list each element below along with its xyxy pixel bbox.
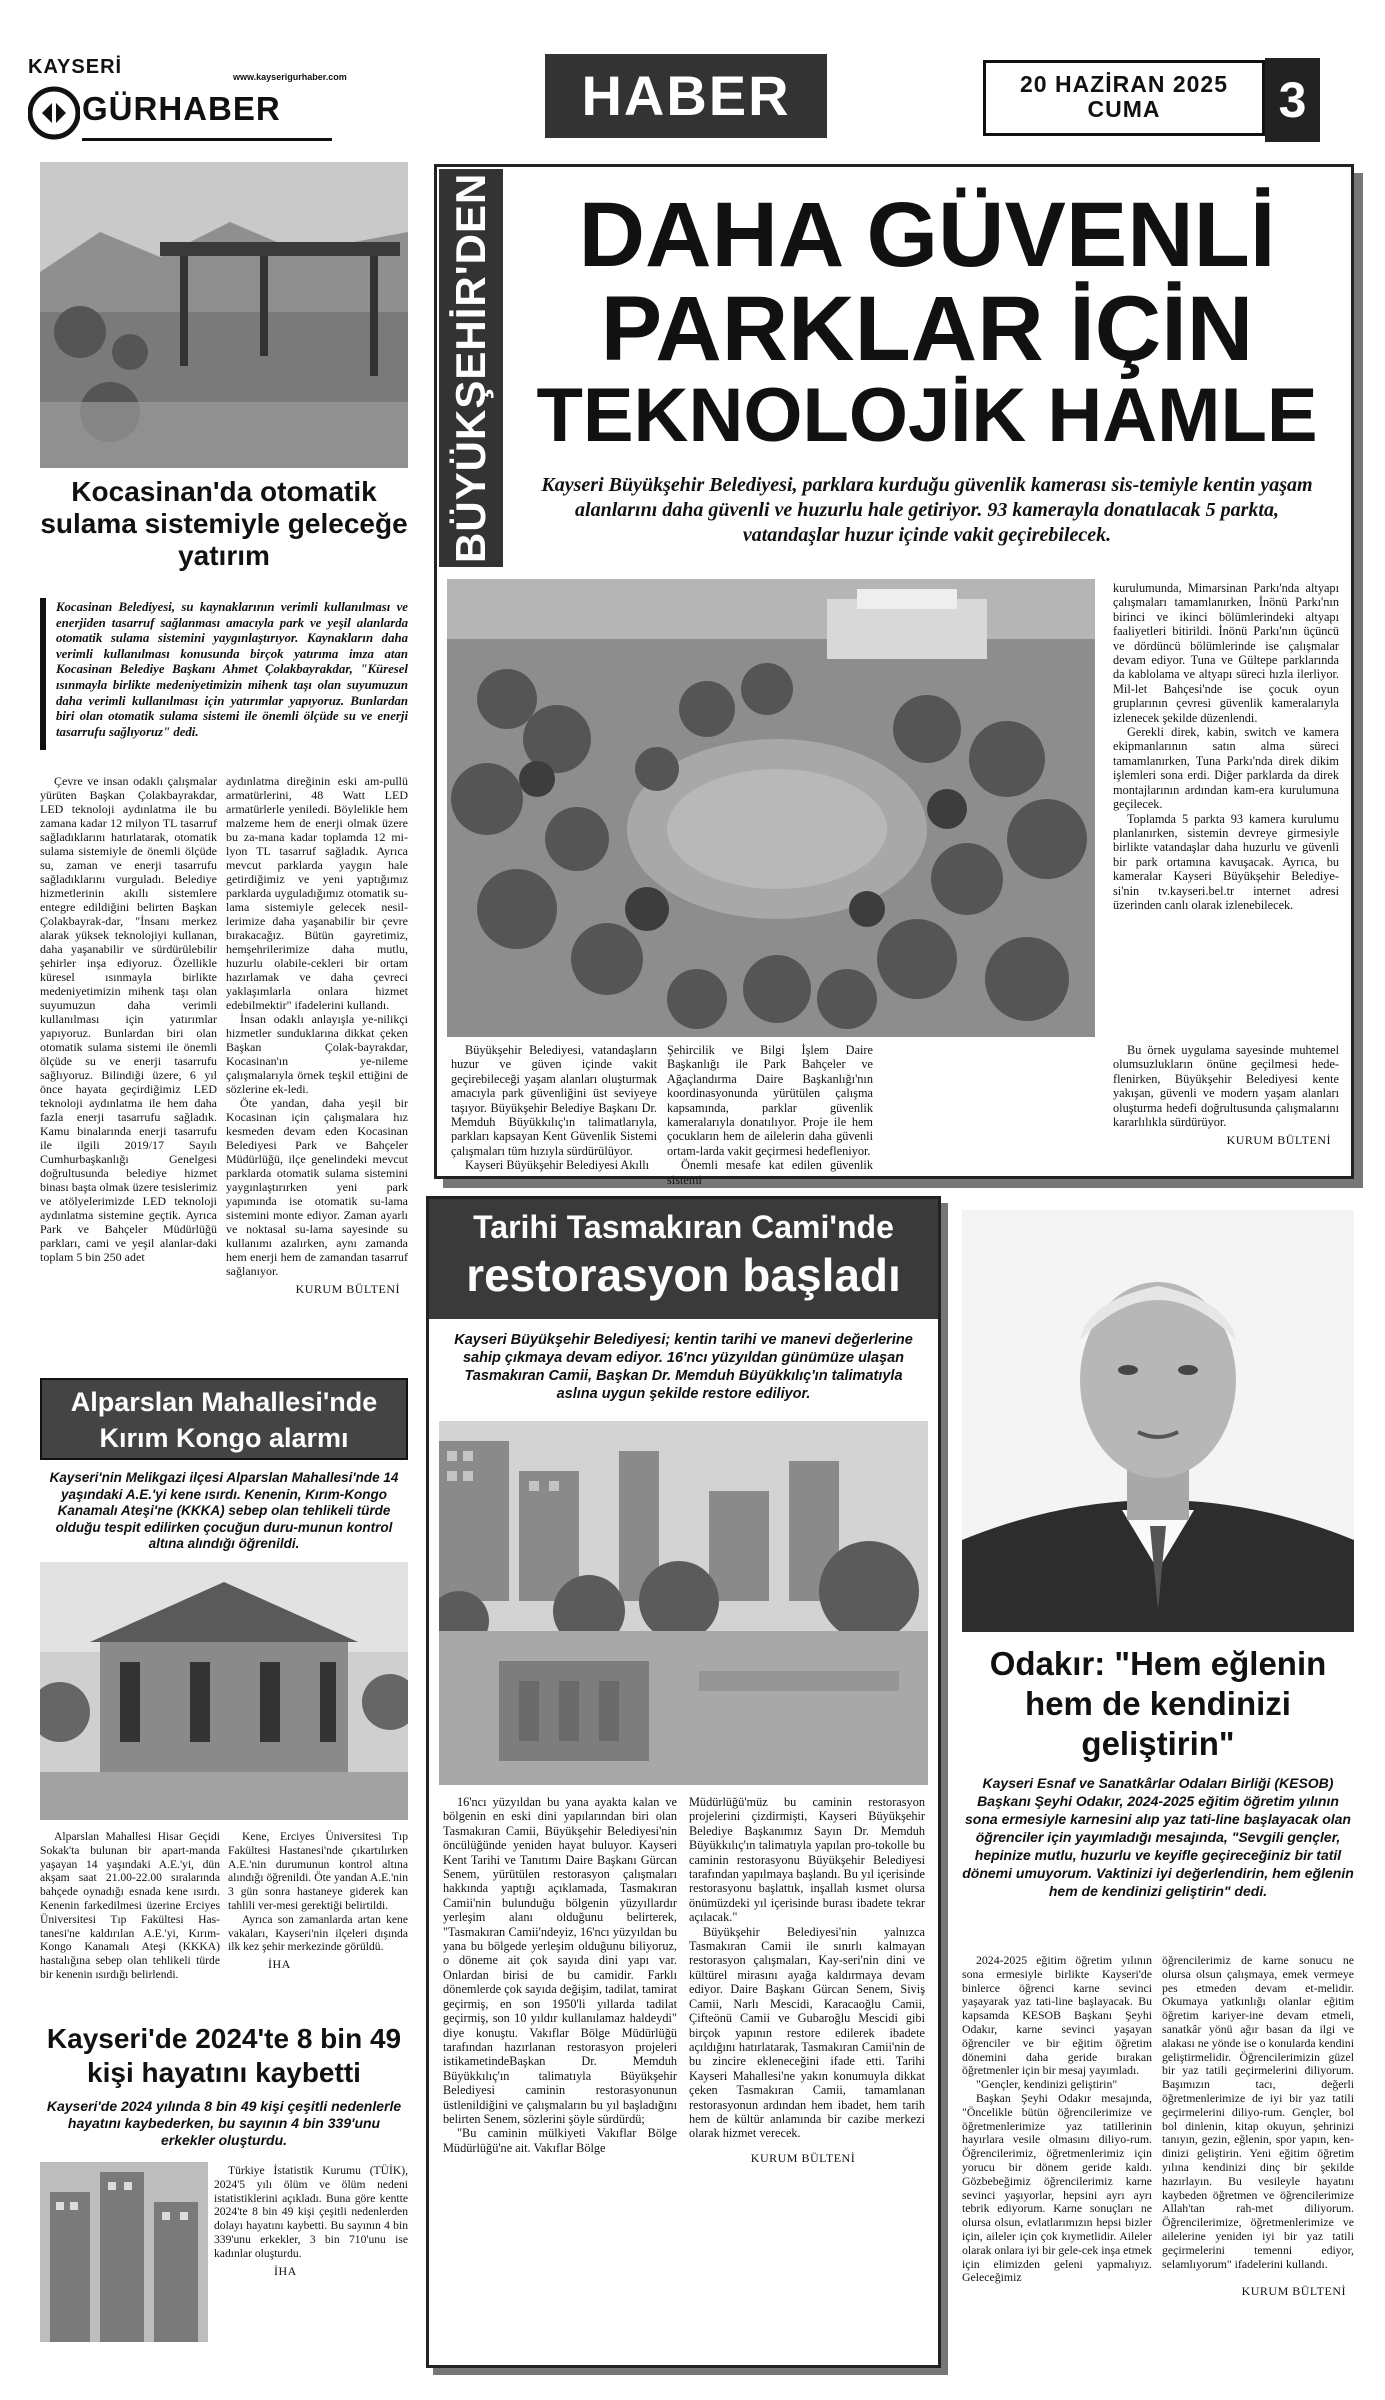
- sulama-col2-p1: aydınlatma direğinin eski am-pullü armatürlerini, 48 Watt LED armatürlerle yeniledi. Böylelikle hem malzeme hem de enerji olmak üzere bu za-mana kadar toplamda 12 mi-lyon TL tasarruf sağladık. Ayrıca mevcut parklarda yaygın hale getirdiğimiz ve yeni yaptığımız parklarda uyguladığımız otomatik su-lama sistemiyle gelecek nesil-lerimize daha yaşanabilir bir çevre bırakacağız. Bütün gayretimiz, hemşehrilerimize daha mutlu, huzurlu olabile-cekleri bir ortam hazırlamak ve daha çevreci yaklaşımlarla onlara hizmet edebilmektir" ifadelerini kullandı.: [226, 774, 408, 1012]
- sulama-lead: Kocasinan Belediyesi, su kaynaklarının verimli kullanılması ve enerjiden tasarruf sağlanması amacıyla park ve yeşil alanlarda otomatik sulama sistemini yaygınlaştırıyor. Kaynakların daha verimli kullanılması konusunda birçok yatırıma imza atan Kocasinan Belediye Başkanı Ahmet Çolakbayrakdar, "Küresel ısınmayla birlikte medeniyetimizin mihenk taşı olan suyumuzun daha verimli kullanılması için yatırımlar yapıyoruz. Bunlardan biri olan otomatik sulama sistemi ile önemli ölçüde su ve enerji tasarrufu sağlıyoruz" dedi.: [56, 600, 408, 739]
- masthead-logo[interactable]: [28, 56, 347, 152]
- hayatini-photo: [40, 2162, 208, 2342]
- logo-url: www.kayserigurhaber.com: [233, 72, 347, 82]
- tasmakiran-headline-2: restorasyon başladı: [466, 1249, 901, 1301]
- tasmakiran-photo: [439, 1421, 928, 1785]
- hayatini-body: Türkiye İstatistik Kurumu (TÜİK), 2024'5 yılı ölüm ve ölüm nedeni istatistiklerini açıkladı. Buna göre kentte 2024'te 8 bin 49 kişi çeşitli nedenlerden dolayı hayatını kaybetti. Bu sayının 4 bin 339'unu erkekler, 3 bin 710'unu ise kadınlar oluşturdu.: [214, 2164, 408, 2260]
- alparslan-photo: [40, 1562, 408, 1820]
- date-text: 20 HAZİRAN 2025: [1019, 71, 1229, 97]
- logo-main-text: GÜRHABER: [82, 90, 281, 127]
- tasmakiran-story: [426, 1196, 941, 2368]
- headline-line-2: PARKLAR İÇİN: [600, 278, 1254, 380]
- odakir-col1-p2: "Gençler, kendinizi geliştirin": [976, 2077, 1118, 2092]
- main-col-3b: [883, 1043, 1339, 1148]
- tasmakiran-col1-p1: 16'ncı yüzyıldan bu yana ayakta kalan ve bölgenin en eski dini yapılarından biri olan Tasmakıran Camii, Büyükşehir Belediyesi'nin öncülüğünde yeniden hayat buluyor. Kayseri Kent Tarihi ve Tanıtımı Daire Başkanı Gürcan Senem, yürütülen restorasyon çalışmaları hakkında yaptığı açıklamada, Tasmakıran Camii'nin bulunduğu bölgenin yüzyıllardır yerleşim alanı olduğunu belirterek, "Tasmakıran Camii'ndeyiz, 16'ncı yüzyıldan bu yana bu bölgede yerleşim olduğunu biliyoruz, o döneme ait çok sayıda dini yapı var. Onlardan birisi de bu camidir. Farklı dönemlerde çok sayıda değişim, tadilat, tamirat geçirmiş, en son 1950'li yıllarda tadilat geçirmiş, son 10 yıldır kullanılamaz haldeydi" diye konuştu. Vakıflar Bölge Müdürlüğü tarafından hazırlanan restorasyon projeleri istikametindeBaşkan Dr. Memduh Büyükkılıç'ın talimatıyla Büyükşehir Belediyesi caminin restorasyonunun üstlenildiğini ve çalışmaların bu yıl başladığını belirten Senem, sözlerini şöyle sürdürdü;: [443, 1795, 677, 2126]
- odakir-col1-p1: 2024-2025 eğitim öğretim yılının sona ermesiyle birlikte Kayseri'de binlerce öğrenci karne sevinci yaşayarak yaz tati-line başlayacak. Bu kapsamda KESOB Başkanı Şeyhi Odakır, karne sevinci yaşayan öğrenciler ve bir eğitim öğretim dönemini daha geride bırakan öğretmenler için bir mesaj yayımladı.: [962, 1953, 1152, 2078]
- sulama-col1-p1: Çevre ve insan odaklı çalışmalar yürüten Başkan Çolakbayrakdar, LED teknoloji aydınlatma ile bu zamana kadar 12 milyon TL tasarruf sağladıklarını hatırlatarak, otomatik sulama sistemiyle de önemli ölçüde su, zaman ve enerji tasarrufu sağladıklarını vurguladı. Belediye hizmetlerinin akıllı sistemlere entegre edildiğini belirten Başkan Çolakbayrak-dar, "İnsanı merkez alarak yüksek teknolojiyi kullanan, daha yaşanabilir ve sürdürülebilir şehirler inşa ediyoruz. Özellikle küresel ısınmayla birlikte medeniyetimizin mihenk taşı olan suyumuzun daha verimli kullanılması için yatırımlar yapıyoruz. Bunlardan biri olan otomatik sulama sistemi ile önemli ölçüde su ve enerji tasarrufu sağlıyoruz. Bilindiği üzere, 6 yıl önce hayata geçirdiğimiz LED teknoloji aydınlatma ile hem daha fazla enerji tasarrufu sağladık. Kamu binalarında enerji tasarrufu ile ilgili 2019/17 Sayılı Cumhurbaşkanlığı Genelgesi doğrultusunda belediye hizmet binası başta olmak üzere tesislerimiz ve atölyelerimizde LED teknoloji aydınlatma sistemine geçtik. Ayrıca Park ve Bahçeler Müdürlüğü parkları, cami ve yeşil alanlar-daki toplam 5 bin 250 adet: [40, 774, 217, 1264]
- alparslan-col2-p1: Kene, Erciyes Üniversitesi Tıp Fakültesi Hastanesi'nde çıkartılırken A.E.'nin durumunun kontrol altına alındığı öğrenildi. Öte yandan A.E.'nin 3 gün sonra hastaneye giderek kan tahlili ver-mesi gerektiği belirtildi.: [228, 1830, 408, 1912]
- headline-line-1: DAHA GÜVENLİ: [578, 184, 1276, 286]
- tasmakiran-col-2: [689, 1795, 925, 2165]
- page-number: 3: [1265, 58, 1320, 142]
- sulama-col2-p3: Öte yandan, daha yeşil bir Kocasinan için çalışmalara hız kesmeden devam eden Kocasinan Belediyesi Park ve Bahçeler Müdürlüğü, ilçe genelindeki mevcut parklarda otomatik sulama sistemini yaygınlaştırırken yeni park yapımında ise otomatik su-lama sistemini monte ediyor. Zaman ayarlı ve noktasal su-lama sayesinde su kullanımı azalırken, aynı zamanda hem enerji hem de zamandan tasarruf sağlanıyor.: [226, 1096, 408, 1278]
- odakir-lead: Kayseri Esnaf ve Sanatkârlar Odaları Birliği (KESOB) Başkanı Şeyhi Odakır, 2024-2025 eğitim öğretim yılının sona ermesiyle karnesini alıp yaz tati-line başlayacak olan öğrenciler için yayımladığı mesajında, "Sevgili gençler, hepinize mutlu, huzurlu ve keyifle geçireceğiniz bir tatil dönemi umuyorum. Vaktinizi iyi değerlendirin, hem eğlenin hem de kendinizi geliştirin" dedi.: [962, 1775, 1354, 1899]
- tasmakiran-lead: Kayseri Büyükşehir Belediyesi; kentin tarihi ve manevi değerlerine sahip çıkmaya devam ediyor. 16'ncı yüzyıldan günümüze ulaşan Tasmakıran Camii, Başkan Dr. Memduh Büyükkılıç'ın talimatıyla aslına uygun şekilde restore ediliyor.: [454, 1332, 913, 1402]
- day-text: CUMA: [1087, 96, 1161, 122]
- tasmakiran-col-1: [443, 1795, 677, 2155]
- odakir-headline-2: hem de kendinizi: [1025, 1685, 1291, 1722]
- alparslan-col1-p1: Alparslan Mahallesi Hisar Geçidi Sokak'ta bulunan bir apart-manda yaşayan 14 yaşındaki A.E.'yi, dün akşam saat 21.00-22.00 sıralarında bahçede oynadığı esnada kene ısırdı. Kenenin farkedilmesi üzerine Erciyes Üniversitesi Tıp Fakültesi Has-tanesi'ne kaldırılan A.E.'yi, Kırım-Kongo Kanamalı Ateşi (KKKA) hastalığına sebep olan tehlikeli türde bir kenenin ısırdığı belirlendi.: [40, 1830, 220, 1981]
- main-col-1: [451, 1043, 657, 1173]
- sulama-credit: KURUM BÜLTENİ: [295, 1282, 400, 1296]
- sulama-headline: Kocasinan'da otomatik sulama sistemiyle geleceğe yatırım: [40, 476, 408, 572]
- odakir-credit: KURUM BÜLTENİ: [1241, 2284, 1346, 2299]
- main-story: [434, 164, 1354, 1187]
- main-col3-p3: Toplamda 5 parkta 93 kamera kurulumu planlanırken, sistemin devreye girmesiyle birlikte vatandaşlar daha huzurlu ve güvenli bir park ortamına kavuşacak. Ayrıca, bu kameralar Kayseri Büyükşehir Belediye-si'nin tv.kayseri.bel.tr internet adresi üzerinden canlı olarak izlenebilecek.: [1113, 811, 1339, 912]
- hayatini-headline: Kayseri'de 2024'te 8 bin 49 kişi hayatını kaybetti: [46, 2023, 402, 2088]
- tasmakiran-headline-1: Tarihi Tasmakıran Cami'nde: [473, 1209, 894, 1245]
- main-col1-p2: Kayseri Büyükşehir Belediyesi Akıllı: [465, 1158, 650, 1173]
- main-lead: Kayseri Büyükşehir Belediyesi, parklara kurduğu güvenlik kamerası sis-temiyle kentin yaşam alanlarını daha güvenli ve huzurlu hale getiriyor. 93 kamerayla donatılacak 5 parkta, vatandaşlar huzur içinde vakit geçirebilecek.: [541, 474, 1313, 546]
- sulama-lead-bar: [40, 598, 46, 750]
- main-col-2: [667, 1043, 873, 1187]
- odakir-portrait: [962, 1210, 1354, 1632]
- kicker-band: BÜYÜKŞEHİR'DEN: [439, 169, 503, 567]
- headline-line-3: TEKNOLOJİK HAMLE: [536, 373, 1318, 458]
- main-col3-p1: kurulumunda, Mimarsinan Parkı'nda altyapı çalışmaları tamamlanırken, İnönü Parkı'nın birinci ve ikinci bölümlerindeki altyapı faaliyetleri bitirildi. İnönü Parkı'nın üçüncü ve dördüncü bölümlerinde ise çalışmalar devam ediyor. Tuna ve Gültepe parklarında da kablolama ve altyapı süreci hızla ilerliyor. Mil-let Bahçesi'nde ise çocuk oyun gruplarının çevresi güvenlik kameralarıyla izlenecek şekilde düzenlendi.: [1113, 581, 1339, 725]
- odakir-col-2: [1162, 1954, 1354, 2299]
- main-col3-p2: Gerekli direk, kabin, switch ve kamera ekipmanlarının satın alma süreci tamamlanırken, Tuna Parkı'nda direk dikim işlemleri sona erdi. Diğer parklarda da direk montajlarının ardından kam-era kurulumuna geçilecek.: [1113, 725, 1339, 812]
- odakir-headline: [962, 1644, 1354, 1764]
- main-credit: KURUM BÜLTENİ: [1226, 1133, 1331, 1148]
- alparslan-col-2: [228, 1830, 408, 1972]
- alparslan-headline: [40, 1378, 408, 1460]
- odakir-col2-p1: öğrencilerimiz de karne sonucu ne olursa olsun çalışmaya, emek vermeye pes etmeden devam et-melidir. Okumaya yatkınlığı olanlar eğitim öğretim kariyer-ine devam etmeli, sanatkâr yönü ağır basan da ilgi ve alakası ne yönde ise o konularda kendini geliştirmelidir. Öğrencilerimizin güzel bir yaz tatili geçirmelerini diliyorum. Başımızın tacı, değerli öğretmenlerimize de iyi bir yaz tatili geçirmelerini diliyo-rum. Gençler, bol bol dinlenin, kitap okuyun, şehrinizi tanıyın, gezin, eğlenin, spor yapın, ken-dinizi geliştirin. Yeni eğitim öğretim yılına kendinizi dinç bir şekilde hazırlayın. Bu vesileyle hayatını kaybeden öğretmen ve öğrencilerimize Allah'tan rah-met diliyorum. Öğrencilerimize, öğretmenlerimize ve ailelerine yeniden iyi bir yaz tatili geçirmelerini temenni ediyor, selamlıyorum" ifadelerini kullandı.: [1162, 1953, 1354, 2271]
- main-col3-p4: Bu örnek uygulama sayesinde muhtemel olumsuzlukların önüne geçilmesi hede-flenirken, Büyükşehir Belediyesi kente yakışan, güvenli ve modern yaşam alanları oluşturma hedefi doğrultusunda çalışmalarını kararlılıkla sürdürüyor.: [1113, 1043, 1339, 1130]
- odakir-col1-p3: Başkan Şeyhi Odakır mesajında, "Öncelikle bütün öğrencilerimize ve öğretmenlerimize yaz tatillerinin hayırlara vesile olmasını diliyo-rum. Öğrencilerimiz, öğretmenlerimiz için yorucu bir dönem geride kaldı. Gözbebeğimiz öğrencilerimiz karne sevinci yaşıyorlar, hepsini ayrı ayrı tebrik ediyorum. Karne sonuçları ne olursa olsun, evlatlarımızın hepsi bizler için, aileler için çok kıymetlidir. Aileler olarak onlara iyi bir gele-cek inşa etmek için elimizden geleni yapmalıyız. Geleceğimiz: [962, 2090, 1152, 2285]
- sulama-col-2: [226, 774, 408, 1296]
- alparslan-lead: Kayseri'nin Melikgazi ilçesi Alparslan Mahallesi'nde 14 yaşındaki A.E.'yi kene ısırdı. Kenenin, Kırım-Kongo Kanamalı Ateşi'ne (KKKA) sebep olan tehlikeli türde olduğu tespit edilirken çocuğun duru-munun kontrol altına alındığı öğrenildi.: [49, 1470, 399, 1551]
- park-aerial-photo: [447, 579, 1095, 1037]
- tasmakiran-col1-p2: "Bu caminin mülkiyeti Vakıflar Bölge Müdürlüğü'ne ait. Vakıflar Bölge: [443, 2126, 677, 2155]
- sulama-col2-p2: İnsan odaklı anlayışla ye-nilikçi hizmetler sunduklarına dikkat çeken Başkan Çolak-bayrakdar, Kocasinan'ın ye-nileme çalışmalarıyla örnek teşkil ettiğini de sözlerine ek-ledi.: [226, 1012, 408, 1096]
- logo-emblem-icon: [28, 86, 80, 140]
- odakir-headline-3: geliştirin": [1081, 1725, 1235, 1762]
- hayatini-lead: Kayseri'de 2024 yılında 8 bin 49 kişi çeşitli nedenlerle hayatını kaybederken, bu sayının 4 bin 339'unu erkekler oluşturdu.: [46, 2098, 402, 2148]
- main-col2-p2: Önemli mesafe kat edilen güvenlik sistemi: [667, 1158, 873, 1187]
- alparslan-credit: İHA: [268, 1957, 291, 1972]
- alparslan-headline-1: Alparslan Mahallesi'nde: [70, 1387, 378, 1417]
- tasmakiran-credit: KURUM BÜLTENİ: [750, 2150, 856, 2165]
- logo-underline: [82, 138, 332, 141]
- alparslan-col-1: [40, 1830, 220, 1982]
- sulama-col-1: [40, 774, 217, 1264]
- section-banner: HABER: [545, 54, 827, 138]
- date-box: [983, 60, 1265, 136]
- main-col-3: [1113, 581, 1339, 912]
- odakir-col-1: [962, 1954, 1152, 2285]
- odakir-headline-1: Odakır: "Hem eğlenin: [989, 1645, 1327, 1682]
- hayatini-body-box: [214, 2164, 408, 2278]
- hayatini-credit: İHA: [274, 2263, 297, 2278]
- main-col2-p1: Şehircilik ve Bilgi İşlem Daire Başkanlığı ile Park Bahçeler ve Ağaçlandırma Daire Başkanlığı'nın koordinasyonunda yürütülen çalışma kapsamında, parklar güvenlik kameralarıyla donatılıyor. Proje ile hem çocukların hem de ailelerin daha güvenli ortam-larda vakit geçirmesi hedefleniyor.: [667, 1043, 873, 1158]
- main-col1-p1: Büyükşehir Belediyesi, vatandaşların huzur ve güven içinde vakit geçirebileceği yaşam alanları oluşturmak amacıyla park güvenliğini üst seviyeye taşıyor. Büyükşehir Belediye Başkanı Dr. Memduh Büyükkılıç'ın talimatlarıyla, parkları kapsayan Kent Güvenlik Sistemi çalışmaları tüm hızıyla sürdürülüyor.: [451, 1043, 657, 1158]
- alparslan-col2-p2: Ayrıca son zamanlarda artan kene vakaları, Kayseri'nin ilçeleri dışında ilk kez şehir merkezinde görüldü.: [228, 1912, 408, 1954]
- tasmakiran-col2-p2: Büyükşehir Belediyesi'nin yalnızca Tasmakıran Camii ile sınırlı kalmayan restorasyon çalışmaları, Kay-seri'nin dini ve kültürel mirasını ayağa kaldırmaya devam ediyor. Daire Başkanı Gürcan Senem, Siviş Camii, Narlı Mescidi, Karacaoğlu Camii, Çifteönü Camii ve Gubaroğlu Mescidi gibi birçok yapının restore edilerek ibadete açıldığını hatırlatarak, Tasmakıran Camii'nin de bu zincire ekleneceğini ifade etti. Tarihi Kayseri Mahallesi'ne yakın konumuyla dikkat çeken Tasmakıran Camii, tamamlanan restorasyonun ardından hem ibadet, hem tarih hem de kültür anlamında bir cazibe merkezi olarak hizmet verecek.: [689, 1924, 925, 2141]
- tasmakiran-headline: [429, 1199, 938, 1319]
- tasmakiran-col2-p1: Müdürlüğü'müz bu caminin restorasyon projelerini çizdirmişti, Kayseri Büyükşehir Belediye Başkanımız Sayın Dr. Memduh Büyükkılıç'ın talimatıyla yapılan pro-tokolle bu caminin restorasyonu Büyükşehir Belediyesi tarafından yapılmaya başlandı. Bu yıl içerisinde restorasyonu başlattık, inşallah kısmet olursa önümüzdeki yıl içerisinde burası ibadete tekrar açılacak.": [689, 1795, 925, 1925]
- sulama-photo: [40, 162, 408, 468]
- logo-top-text: KAYSERİ: [28, 56, 123, 78]
- alparslan-headline-2: Kırım Kongo alarmı: [99, 1423, 349, 1453]
